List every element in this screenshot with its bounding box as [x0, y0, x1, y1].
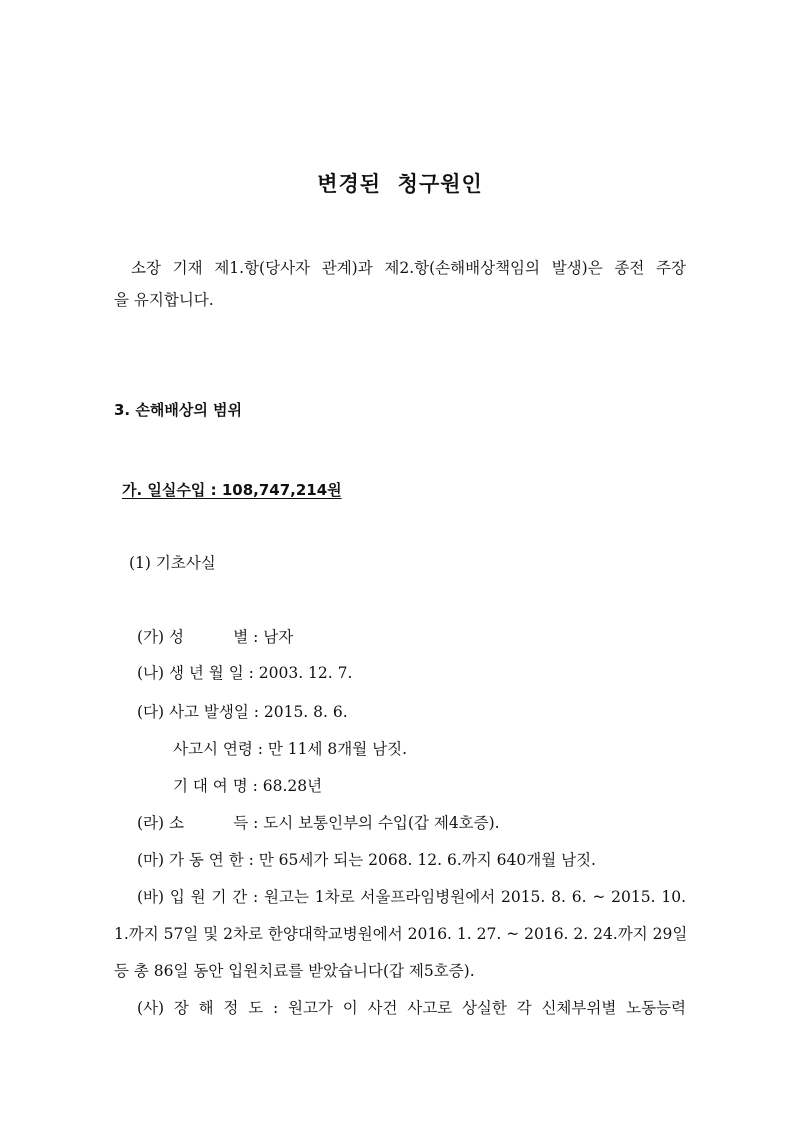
page-title: 변경된 청구원인: [317, 172, 483, 196]
fact-income: (라) 소 득 : 도시 보통인부의 수입(갑 제4호증).: [137, 814, 500, 832]
intro-line-2: 을 유지합니다.: [114, 291, 214, 309]
intro-line-1: 소장 기재 제1.항(당사자 관계)과 제2.항(손해배상책임의 발생)은 종전 주장: [131, 259, 686, 277]
fact-accident-date: (다) 사고 발생일 : 2015. 8. 6.: [137, 703, 348, 721]
fact-age-at-accident: 사고시 연령 : 만 11세 8개월 남짓.: [173, 740, 407, 758]
subsection-heading-lost-income: 가. 일실수입 : 108,747,214원: [122, 481, 342, 499]
fact-life-expectancy: 기 대 여 명 : 68.28년: [173, 777, 323, 795]
fact-disability: (사) 장 해 정 도 : 원고가 이 사건 사고로 상실한 각 신체부위별 노동능력: [137, 999, 686, 1017]
fact-sex: (가) 성 별 : 남자: [137, 628, 294, 646]
item-basic-facts: (1) 기초사실: [129, 554, 216, 572]
fact-hospitalization-2: 1.까지 57일 및 2차로 한양대학교병원에서 2016. 1. 27. ~ 2016. 2. 24.까지 29일: [114, 925, 688, 943]
fact-hospitalization-1: (바) 입 원 기 간 : 원고는 1차로 서울프라임병원에서 2015. 8. 6. ~ 2015. 10.: [137, 888, 686, 906]
section-heading: 3. 손해배상의 범위: [114, 401, 243, 419]
fact-birthdate: (나) 생 년 월 일 : 2003. 12. 7.: [137, 664, 353, 682]
fact-hospitalization-3: 등 총 86일 동안 입원치료를 받았습니다(갑 제5호증).: [114, 962, 475, 980]
fact-working-age: (마) 가 동 연 한 : 만 65세가 되는 2068. 12. 6.까지 640개월 남짓.: [137, 851, 596, 869]
